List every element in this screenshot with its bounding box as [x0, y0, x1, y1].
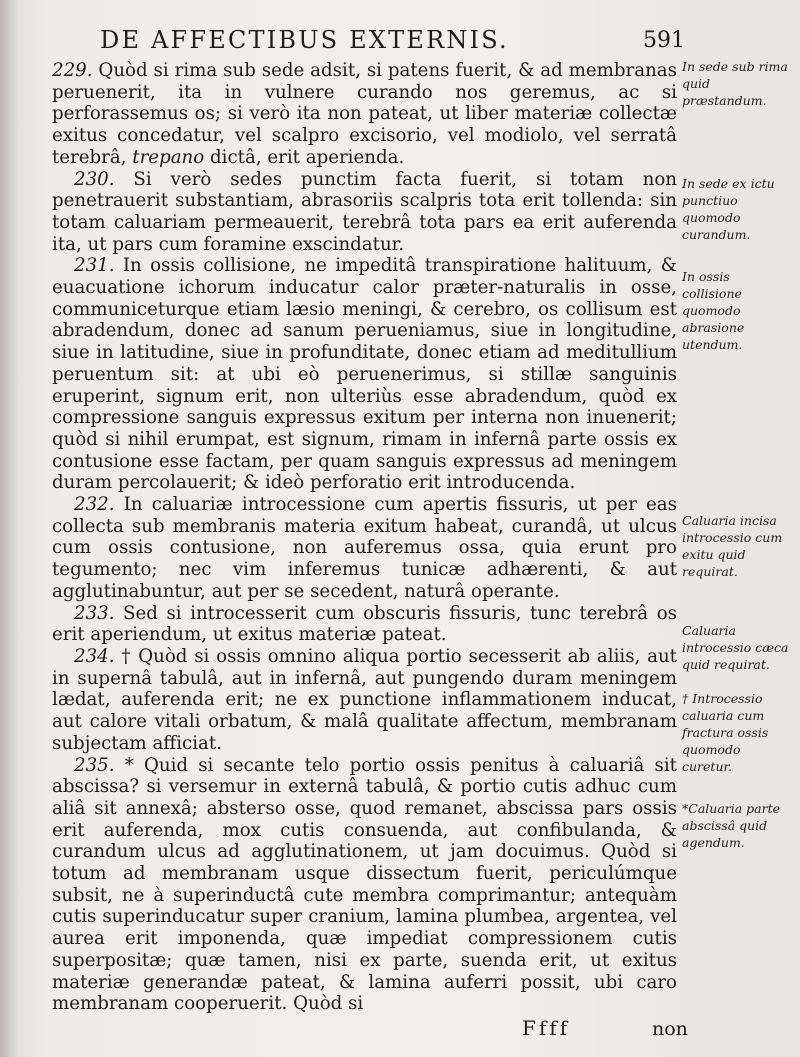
margin-note-233: Caluaria introcessio cæca quid requirat. [682, 623, 789, 672]
paragraph-235 [52, 755, 677, 1015]
section-number: 230. [74, 168, 115, 190]
section-number: 232. [74, 494, 115, 516]
paragraph-text: In caluariæ introcessione cum apertis fissuris, ut per eas collecta sub membranis materia exitum habeat, curandâ, ut ulcus cum ossis contusione, non auferemus ossa, quia erunt pro tegumento; nec vim inferemus tunicæ adhærenti, & aut agglutinabuntur, aut per se secedent, naturâ operante. [52, 494, 677, 602]
paragraph-231 [52, 255, 677, 494]
paragraph-229 [52, 60, 677, 169]
section-number: 233. [74, 602, 115, 624]
section-number: 234. [74, 645, 115, 667]
margin-note-235: *Caluaria parte abscissâ quid agendum. [682, 801, 781, 850]
catchword: non [652, 1018, 688, 1040]
body-text [52, 60, 677, 1015]
section-number: 231. [74, 255, 115, 277]
margin-note-229: In sede sub rima quid præstandum. [682, 59, 788, 108]
margin-note-234: † Introcessio caluaria cum fractura ossis quomodo curetur. [682, 691, 769, 774]
paragraph-text: Sed si introcesserit cum obscuris fissuris, tunc terebrâ os erit aperiendum, ut exitus materiæ pateat. [52, 602, 677, 646]
paragraph-text: Quòd si rima sub sede adsit, si patens fuerit, & ad membranas peruenerit, ita in vulnere curando nos geremus, ac si perforassemus os; si verò ita non pateat, ut liber materiæ collectæ exitus concedatur, vel scalpro excisorio, vel modiolo, vel serratâ terebrâ, [52, 60, 677, 168]
paragraph-230 [52, 169, 677, 256]
italic-term: trepano [132, 146, 205, 168]
paragraph-text: * Quid si secante telo portio ossis penitus à caluariâ sit abscissa? si versemur in externâ tabulâ, & portio cutis adhuc cum aliâ sit annexâ; absterso osse, quod remanet, abscissa pars ossis erit auferenda, mox cutis consuenda, aut confibulanda, & curandum ulcus ad agglutinationem, ut jam docuimus. Quòd si totum ad membranam usque dissectum fuerit, periculúmque subsit, ne à superinductâ cute membra comprimantur; antequàm cutis superinducatur super cranium, lamina plumbea, argentea, vel aurea erit imponenda, quæ impediat compressionem cutis superpositæ; quæ tamen, nisi ex parte, suenda erit, ut exitus materiæ generandæ pateat, & lamina auferri possit, ubi caro membranam cooperuerit. Quòd si [52, 754, 677, 1015]
page-footer [0, 1016, 800, 1046]
paragraph-tail: dictâ, erit aperienda. [210, 146, 405, 168]
section-number: 235. [74, 754, 115, 776]
paragraph-234 [52, 646, 677, 755]
page-number: 591 [643, 28, 685, 53]
section-number: 229. [52, 60, 93, 81]
margin-note-230: In sede ex ictu punctiuo quomodo curandum. [682, 176, 775, 242]
running-title: DE AFFECTIBUS EXTERNIS. [100, 26, 509, 54]
paragraph-232 [52, 494, 677, 603]
paragraph-text: Si verò sedes punctim facta fuerit, si totam non penetrauerit substantiam, abrasoriis scalpris tota erit tollenda: sin totam caluariam permeauerit, terebrâ tota pars ea erit auferenda ita, ut pars cum foramine exscindatur. [52, 168, 677, 255]
margin-note-232: Caluaria incisa introcessio cum exitu quid requirat. [682, 513, 783, 579]
margin-note-231: In ossis collisione quomodo abrasione utendum. [682, 269, 745, 352]
paragraph-text: † Quòd si ossis omnino aliqua portio secesserit ab aliis, aut in supernâ tabulâ, aut in infernâ, aut pungendo duram meningem lædat, auferenda erit; ne ex punctione inflammationem inducat, aut calore vitali orbatum, & malâ qualitate affectum, membranam subjectam afficiat. [52, 645, 677, 754]
signature-mark: Ffff [522, 1016, 571, 1040]
paragraph-233 [52, 603, 677, 646]
gutter-shadow [0, 0, 18, 1057]
running-head [100, 26, 685, 56]
paragraph-text: In ossis collisione, ne impeditâ transpiratione halituum, & euacuatione ichorum inducatur calor præter-naturalis in osse, communiceturque etiam læsio meningi, & cerebro, os collisum est abradendum, donec ad sanum perueniamus, siue in longitudine, siue in latitudine, siue in profunditate, donec etiam ad meditullium peruentum sit: at ubi eò peruenerimus, si stillæ sanguinis eruperint, signum erit, non ulteriùs esse abradendum, quòd ex compressione sanguis expressus exitum per interna non inuenerit; quòd si nihil erumpat, est signum, rimam in infernâ parte ossis ex contusione esse factam, per quam sanguis expressus ad meningem duram percolauerit; & ideò perforatio erit introducenda. [52, 255, 677, 494]
